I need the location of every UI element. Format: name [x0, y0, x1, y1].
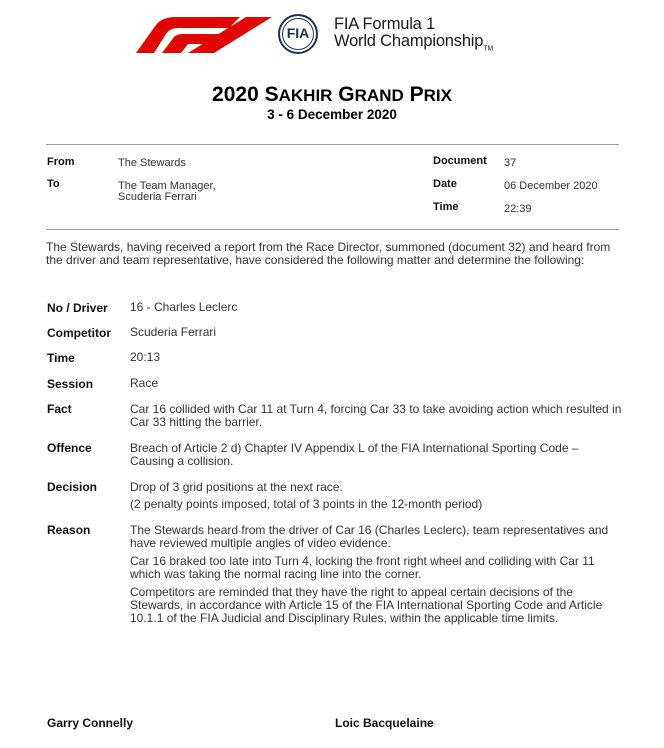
fia-badge-text: FIA	[286, 25, 310, 41]
document-number: 37	[504, 157, 517, 169]
session-label: Session	[47, 377, 94, 391]
decision-value	[130, 481, 622, 516]
title-word-3-initial: P	[409, 83, 424, 106]
page-title	[0, 83, 664, 107]
from-label: From	[47, 156, 75, 168]
title-word-1-initial: S	[264, 83, 279, 106]
date-value: 06 December 2020	[504, 180, 598, 192]
to-label: To	[47, 178, 60, 190]
driver-value: 16 - Charles Leclerc	[130, 300, 238, 314]
bottom-divider	[46, 229, 619, 230]
incident-time-label: Time	[47, 351, 75, 365]
steward-signature-2: Loic Bacquelaine	[335, 716, 434, 730]
reason-label: Reason	[47, 523, 91, 537]
fact-value: Car 16 collided with Car 11 at Turn 4, forcing Car 33 to take avoiding action which resulted in Car 33 hitting the barrier.	[130, 402, 622, 430]
competitor-label: Competitor	[47, 326, 111, 340]
reason-paragraph-3: Competitors are reminded that they have the right to appeal certain decisions of the Stewards, in accordance with Article 15 of the FIA International Sporting Code and Article 10.1.1 of the FIA Judicial and Disciplinary Rules, within the applicable time limits.	[130, 584, 603, 626]
title-word-3-rest: RIX	[423, 86, 452, 105]
logo-line-2: World Championship	[334, 32, 484, 50]
reason-value	[130, 524, 622, 630]
reason-paragraph-2: Car 16 braked too late into Turn 4, locking the front right wheel and colliding with Car 11 which was taking the normal racing line into the corner.	[130, 553, 595, 582]
document-label: Document	[433, 155, 487, 167]
trademark-mark: TM	[483, 45, 493, 53]
steward-signature-1: Garry Connelly	[47, 716, 134, 730]
title-year: 2020	[212, 83, 265, 106]
to-value-line-1: The Team Manager,	[118, 180, 216, 192]
f1-fia-logo	[136, 13, 536, 55]
from-value: The Stewards	[118, 157, 186, 169]
decision-penalty-points: (2 penalty points imposed, total of 3 points in the 12-month period)	[130, 497, 483, 512]
fact-label: Fact	[47, 402, 72, 416]
to-value-line-2: Scuderia Ferrari	[118, 191, 197, 203]
session-value: Race	[130, 376, 159, 390]
driver-label: No / Driver	[47, 301, 108, 315]
title-word-2-rest: RAND	[354, 86, 404, 105]
date-label: Date	[433, 178, 457, 190]
offence-label: Offence	[47, 441, 92, 455]
logo-wordmark	[334, 16, 493, 57]
title-word-2-initial: G	[338, 83, 355, 106]
decision-penalty: Drop of 3 grid positions at the next race.	[130, 480, 343, 494]
time-value: 22:39	[504, 203, 532, 215]
intro-paragraph: The Stewards, having received a report from the Race Director, summoned (document 32) and heard from the driver and team representative, have considered the following matter and determine the following:	[46, 240, 611, 268]
incident-time-value: 20:13	[130, 350, 161, 364]
reason-paragraph-1: The Stewards heard from the driver of Car 16 (Charles Leclerc), team representatives and have reviewed multiple angles of video evidence.	[130, 523, 609, 551]
offence-value: Breach of Article 2 d) Chapter IV Appendix L of the FIA International Sporting Code – Causing a collision.	[130, 441, 579, 469]
top-divider	[46, 144, 619, 145]
competitor-value: Scuderia Ferrari	[130, 325, 217, 339]
title-word-1-rest: AKHIR	[278, 86, 333, 105]
time-label: Time	[433, 201, 459, 213]
logo-line-2-wrap	[334, 33, 493, 57]
decision-label: Decision	[47, 480, 98, 494]
logo-line-1: FIA Formula 1	[334, 15, 436, 33]
event-dates: 3 - 6 December 2020	[267, 107, 397, 122]
